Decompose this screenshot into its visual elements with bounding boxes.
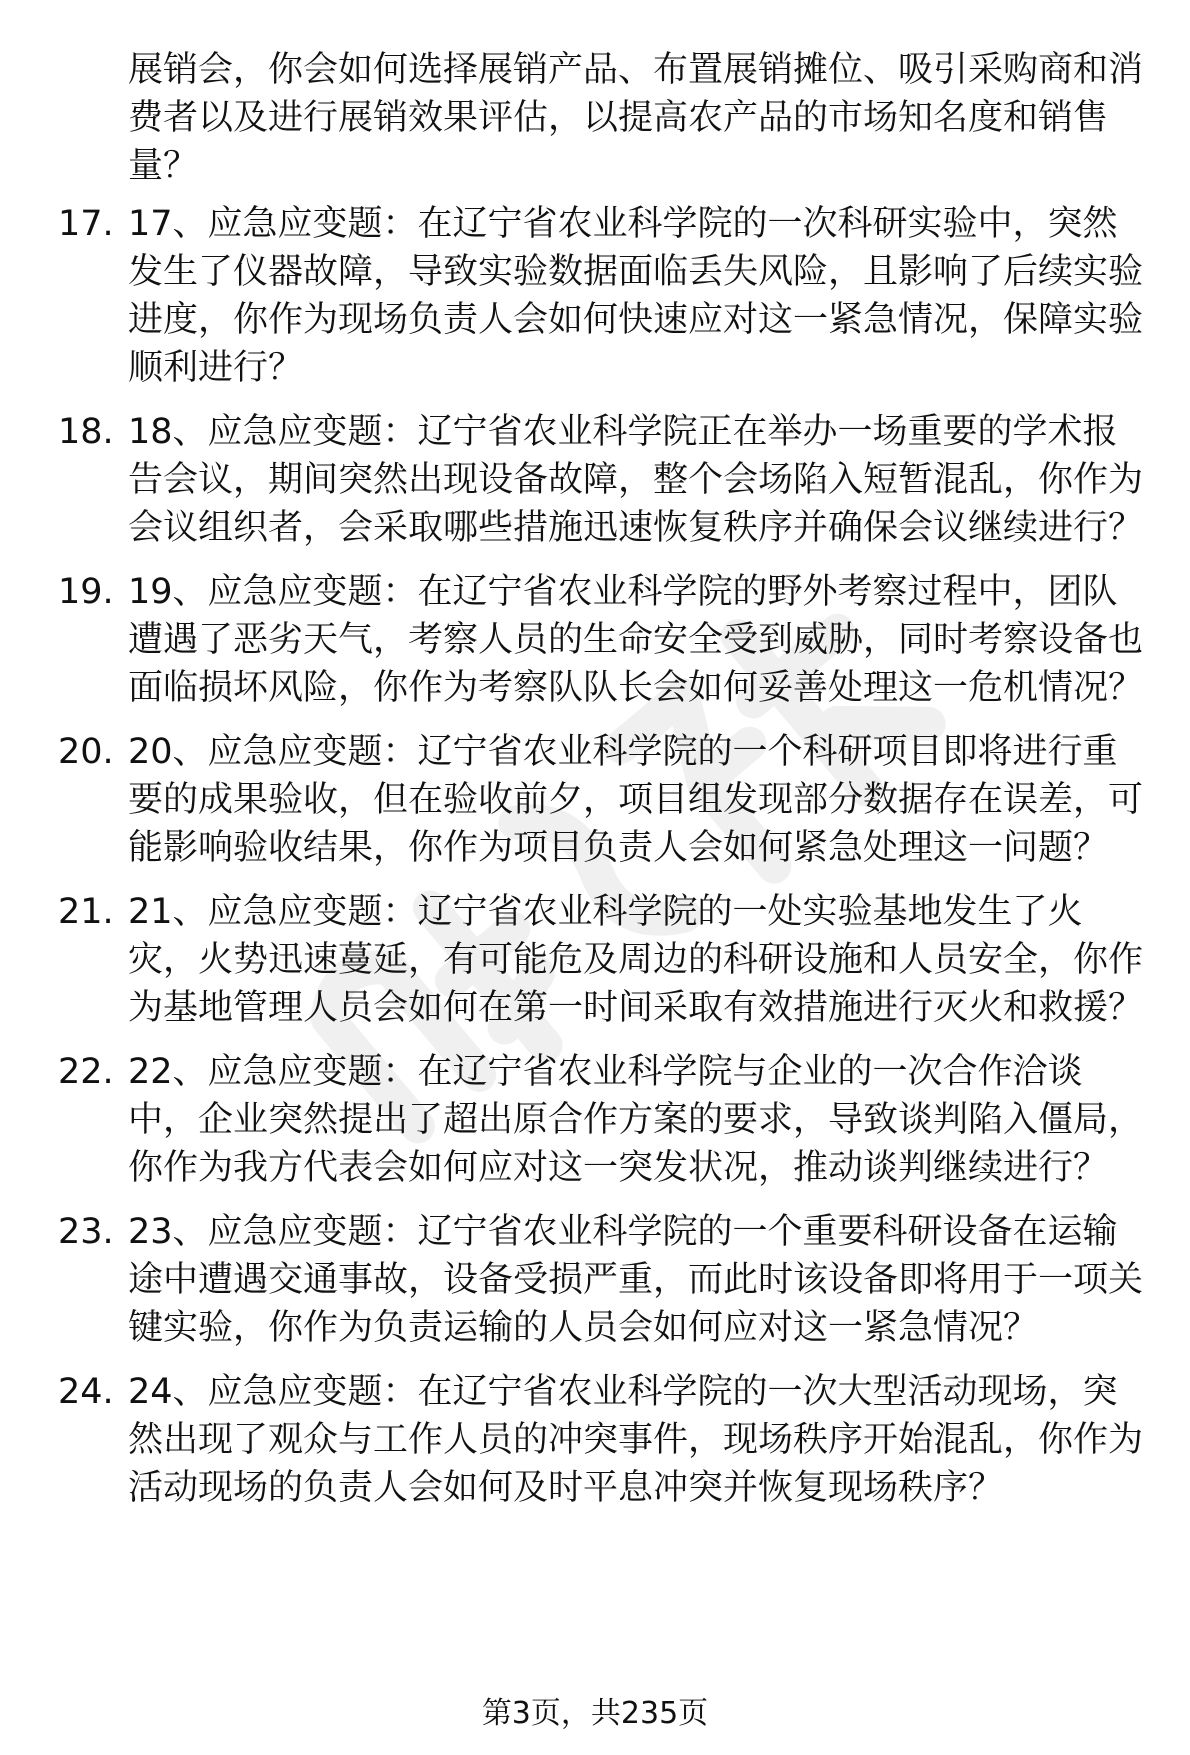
continuation-paragraph: 展销会，你会如何选择展销产品、布置展销摊位、吸引采购商和消费者以及进行展销效果评估，以提高农产品的市场知名度和销售量？ (128, 50, 1144, 186)
question-text: 20、应急应变题：辽宁省农业科学院的一个科研项目即将进行重要的成果验收，但在验收前夕，项目组发现部分数据存在误差，可能影响验收结果，你作为项目负责人会如何紧急处理这一问题？ (128, 732, 1144, 868)
question-text: 18、应急应变题：辽宁省农业科学院正在举办一场重要的学术报告会议，期间突然出现设备故障，整个会场陷入短暂混乱，你作为会议组织者，会采取哪些措施迅速恢复秩序并确保会议继续进行？ (128, 412, 1144, 548)
question-text: 21、应急应变题：辽宁省农业科学院的一处实验基地发生了火灾，火势迅速蔓延，有可能危及周边的科研设施和人员安全，你作为基地管理人员会如何在第一时间采取有效措施进行灭火和救援？ (128, 892, 1144, 1028)
question-number: 22. (58, 1052, 114, 1092)
question-text: 19、应急应变题：在辽宁省农业科学院的野外考察过程中，团队遭遇了恶劣天气，考察人员的生命安全受到威胁，同时考察设备也面临损坏风险，你作为考察队队长会如何妥善处理这一危机情况？ (128, 572, 1144, 708)
question-list (0, 200, 1190, 1528)
question-text: 24、应急应变题：在辽宁省农业科学院的一次大型活动现场，突然出现了观众与工作人员的冲突事件，现场秩序开始混乱，你作为活动现场的负责人会如何及时平息冲突并恢复现场秩序？ (128, 1372, 1144, 1508)
list-item (0, 888, 1148, 1032)
question-number: 21. (58, 892, 114, 932)
list-item (0, 1368, 1148, 1512)
page-footer: 第3页，共235页 (481, 1696, 709, 1731)
question-text: 17、应急应变题：在辽宁省农业科学院的一次科研实验中，突然发生了仪器故障，导致实验数据面临丢失风险，且影响了后续实验进度，你作为现场负责人会如何快速应对这一紧急情况，保障实验顺利进行？ (128, 204, 1144, 388)
question-number: 23. (58, 1212, 114, 1252)
question-number: 24. (58, 1372, 114, 1412)
list-item (0, 200, 1148, 392)
question-text: 22、应急应变题：在辽宁省农业科学院与企业的一次合作洽谈中，企业突然提出了超出原合作方案的要求，导致谈判陷入僵局，你作为我方代表会如何应对这一突发状况，推动谈判继续进行？ (128, 1052, 1144, 1188)
list-item (0, 1208, 1148, 1352)
list-item (0, 1048, 1148, 1192)
list-item (0, 408, 1148, 552)
question-number: 17. (58, 204, 114, 244)
list-item (0, 568, 1148, 712)
list-item (0, 728, 1148, 872)
question-number: 19. (58, 572, 114, 612)
question-number: 20. (58, 732, 114, 772)
question-number: 18. (58, 412, 114, 452)
question-text: 23、应急应变题：辽宁省农业科学院的一个重要科研设备在运输途中遭遇交通事故，设备受损严重，而此时该设备即将用于一项关键实验，你作为负责运输的人员会如何应对这一紧急情况？ (128, 1212, 1144, 1348)
